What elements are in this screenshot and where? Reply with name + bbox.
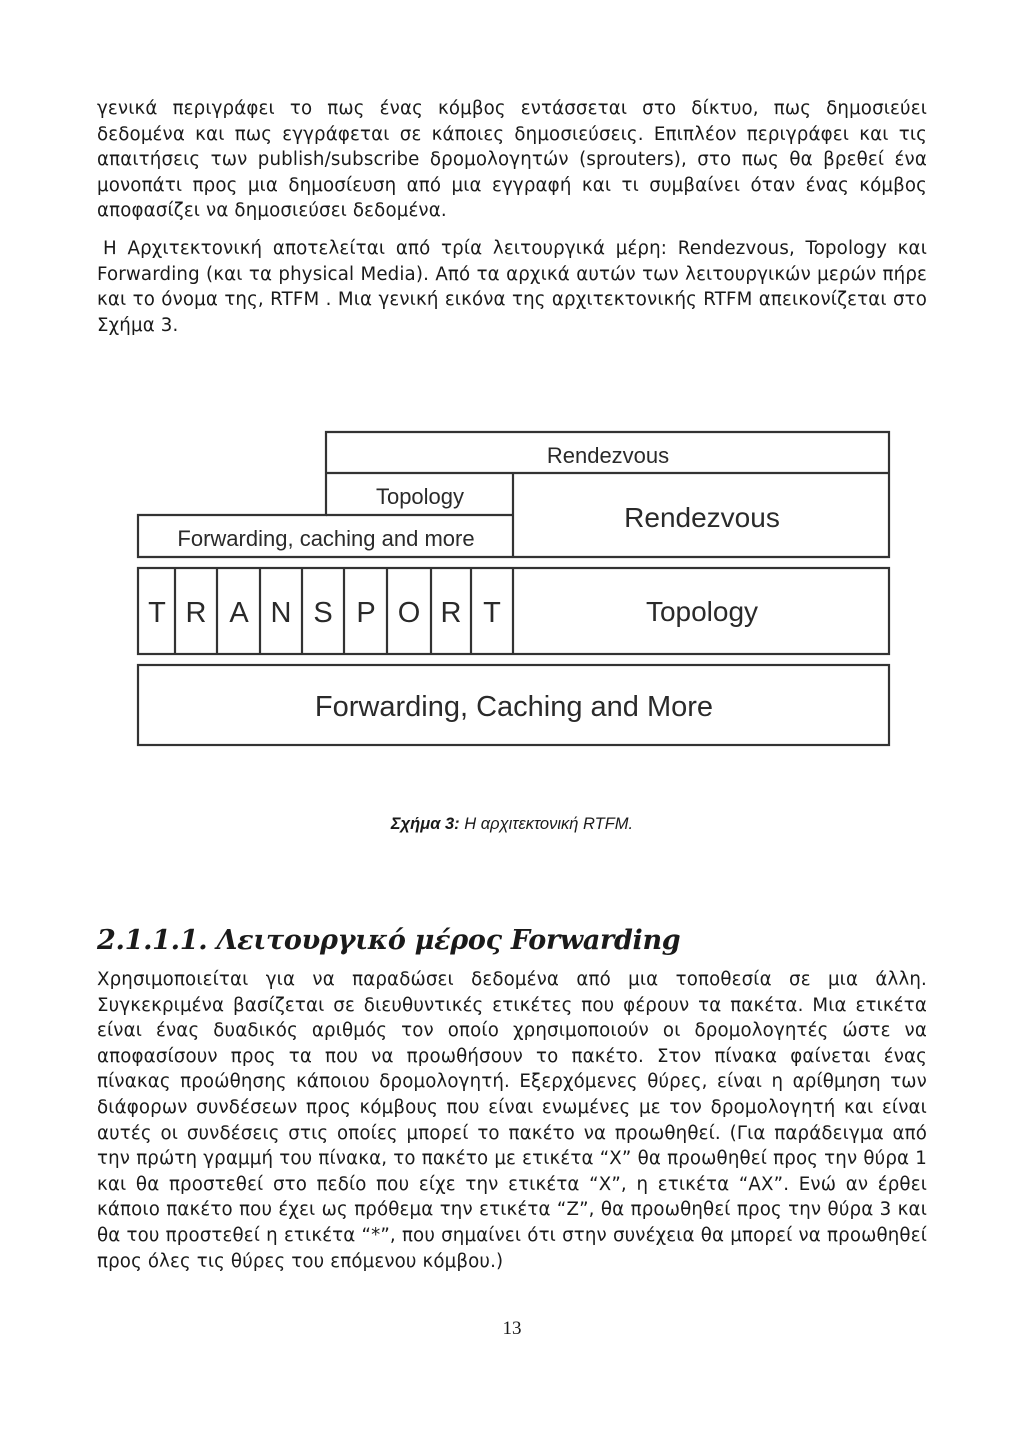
- transport-letter: T: [148, 597, 166, 629]
- transport-cell-dividers: [175, 568, 513, 654]
- label-bottom-forwarding: Forwarding, Caching and More: [314, 691, 714, 723]
- transport-letter: A: [229, 597, 249, 629]
- transport-letter: R: [440, 597, 462, 629]
- transport-letter: N: [270, 597, 292, 629]
- transport-block: [138, 568, 889, 654]
- transport-letters: [148, 597, 501, 629]
- section-heading: 2.1.1.1. Λειτουργικό μέρος Forwarding: [97, 925, 681, 956]
- transport-letter: T: [483, 597, 501, 629]
- figure-caption: [0, 815, 1024, 834]
- transport-letter: R: [185, 597, 207, 629]
- upper-block-outline: [138, 432, 889, 557]
- page-number: 13: [502, 1318, 522, 1339]
- label-right-rendezvous: Rendezvous: [624, 502, 780, 533]
- paragraph-forwarding: Χρησιμοποιείται για να παραδώσει δεδομένα από μια τοποθεσία σε μια άλλη. Συγκεκριμένα βασίζεται σε διευθυντικές ετικέτες που φέρουν τα πακέτα. Μια ετικέτα είναι ένας δυαδικός αριθμός τον οποίο χρησιμοποιούν οι δρομολογητές ώστε να αποφασίσουν προς τα που να προωθήσουν το πακέτο. Στον πίνακα φαίνεται ένας πίνακας προώθησης κάποιου δρομολογητή. Εξερχόμενες θύρες, είναι η αρίθμηση των διάφορων συνδέσεων προς κόμβους που είναι ενωμένες με τον δρομολογητή και είναι αυτές οι συνδέσεις στις οποίες μπορεί το πακέτο να προωθηθεί. (Για παράδειγμα από την πρώτη γραμμή του πίνακα, το πακέτο με ετικέτα “Χ” θα προωθηθεί προς την θύρα 1 και θα προστεθεί στο πεδίο που είχε την ετικέτα “Χ”, η ετικέτα “ΑΧ”. Ενώ αν έρθει κάποιο πακέτο που έχει ως πρόθεμα την ετικέτα “Ζ”, θα προωθηθεί προς την θύρα 3 και θα του προστεθεί η ετικέτα “*”, που σημαίνει ότι στην συνέχεια θα μπορεί να προωθηθεί προς όλες τις θύρες του επόμενου κόμβου.): [97, 969, 927, 1272]
- label-top-topology: Topology: [375, 484, 465, 509]
- transport-letter: P: [356, 597, 376, 629]
- label-top-rendezvous: Rendezvous: [546, 443, 670, 468]
- caption-text: Η αρχιτεκτονική RTFM.: [459, 815, 634, 833]
- label-top-forwarding: Forwarding, caching and more: [177, 526, 475, 551]
- forwarding-block: [138, 665, 889, 745]
- caption-label: Σχήμα 3:: [390, 815, 460, 833]
- transport-letter: O: [397, 597, 421, 629]
- transport-letter: S: [313, 597, 333, 629]
- paragraph-intro: γενικά περιγράφει το πως ένας κόμβος εντάσσεται στο δίκτυο, πως δημοσιεύει δεδομένα και πως εγγράφεται σε κάποιες δημοσιεύσεις. Επιπλέον περιγράφει και τις απαιτήσεις των publish/subscribe δρομολογητών (sprouters), στο πως θα βρεθεί ένα μονοπάτι προς μια δημοσίευση από μια εγγραφή και τι συμβαίνει όταν ένας κόμβος αποφασίζει να δημοσιεύσει δεδομένα.: [97, 98, 927, 222]
- label-right-topology: Topology: [645, 596, 759, 627]
- paragraph-architecture: Η Αρχιτεκτονική αποτελείται από τρία λειτουργικά μέρη: Rendezvous, Topology και Forwarding (και τα physical Media). Από τα αρχικά αυτών των λειτουργικών μερών πήρε και το όνομα της, RTFM . Μια γενική εικόνα της αρχιτεκτονικής RTFM απεικονίζεται στο Σχήμα 3.: [97, 238, 927, 336]
